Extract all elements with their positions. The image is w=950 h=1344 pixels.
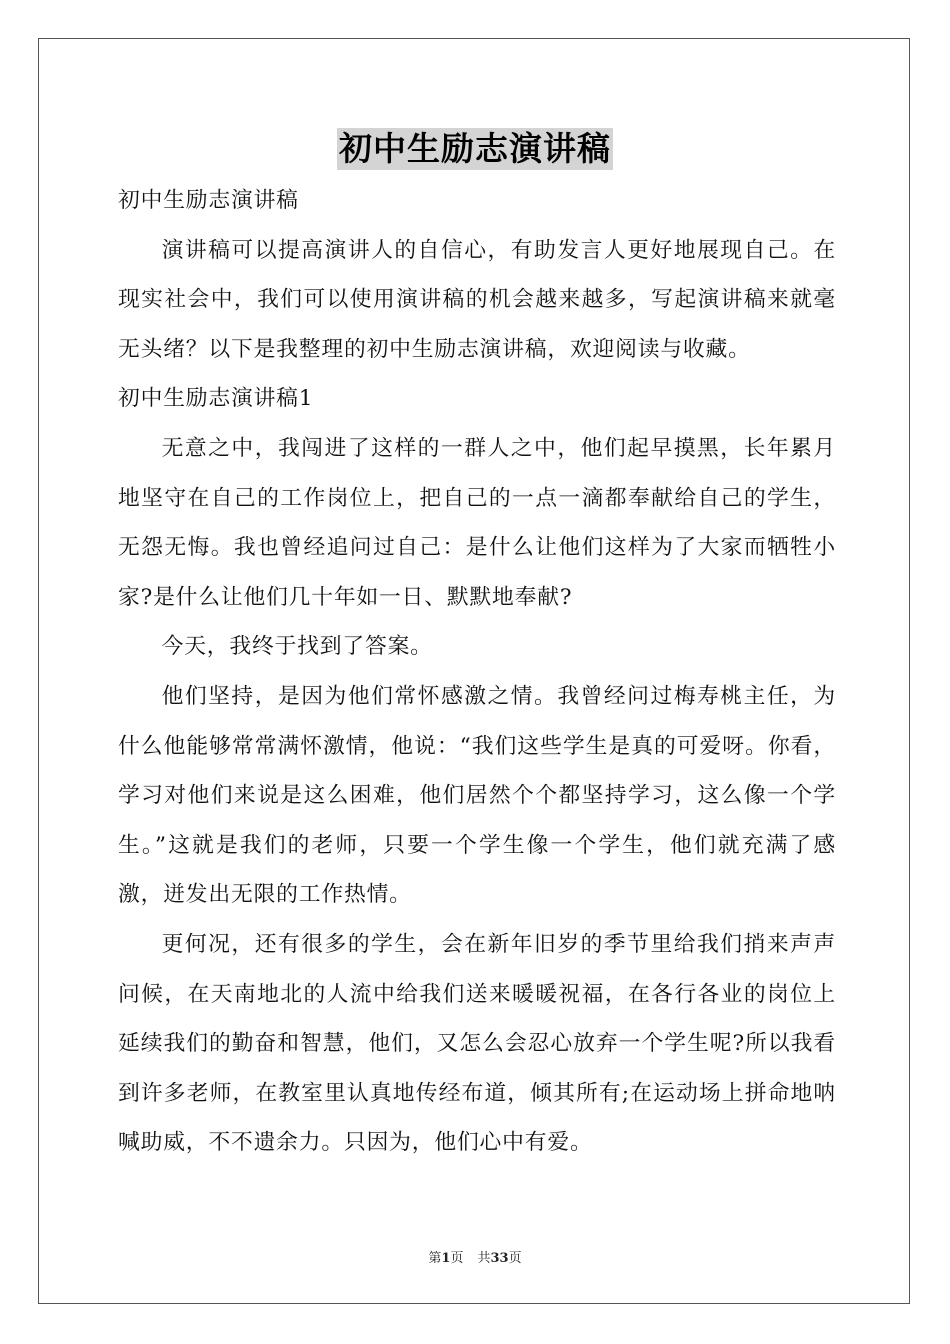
page-suffix: 页 xyxy=(450,1251,464,1266)
paragraph: 更何况，还有很多的学生，会在新年旧岁的季节里给我们捎来声声问候，在天南地北的人流中给我们送来暖暖祝福，在各行各业的岗位上延续我们的勤奋和智慧，他们，又怎么会忍心放弃一个学生呢?所以我看到许多老师，在教室里认真地传经布道，倾其所有;在运动场上拼命地呐喊助威，不不遗余力。只因为，他们心中有爱。 xyxy=(118,931,836,1156)
paragraph: 无意之中，我闯进了这样的一群人之中，他们起早摸黑，长年累月地坚守在自己的工作岗位上，把自己的一点一滴都奉献给自己的学生，无怨无悔。我也曾经追问过自己：是什么让他们这样为了大家而牺牲小家?是什么让他们几十年如一日、默默地奉献? xyxy=(118,435,836,610)
total-suffix: 页 xyxy=(508,1251,522,1266)
title-container xyxy=(0,128,950,170)
paragraph: 今天，我终于找到了答案。 xyxy=(161,634,433,660)
page-prefix: 第 xyxy=(428,1251,442,1266)
total-pages: 33 xyxy=(490,1251,509,1266)
document-body xyxy=(118,176,836,1168)
total-prefix: 共 xyxy=(477,1251,491,1266)
paragraph: 演讲稿可以提高演讲人的自信心，有助发言人更好地展现自己。在现实社会中，我们可以使用演讲稿的机会越来越多，写起演讲稿来就毫无头绪？以下是我整理的初中生励志演讲稿，欢迎阅读与收藏。 xyxy=(118,237,836,362)
page-footer xyxy=(0,1247,950,1266)
paragraph: 初中生励志演讲稿1 xyxy=(118,386,314,412)
paragraph: 初中生励志演讲稿 xyxy=(118,188,299,213)
page-number: 1 xyxy=(441,1251,451,1266)
paragraph: 他们坚持，是因为他们常怀感激之情。我曾经问过梅寿桃主任，为什么他能够常常满怀激情，他说：“我们这些学生是真的可爱呀。你看，学习对他们来说是这么困难，他们居然个个都坚持学习，这么像一个学生。”这就是我们的老师，只要一个学生像一个学生，他们就充满了感激，迸发出无限的工作热情。 xyxy=(118,683,836,908)
document-title: 初中生励志演讲稿 xyxy=(339,129,611,168)
